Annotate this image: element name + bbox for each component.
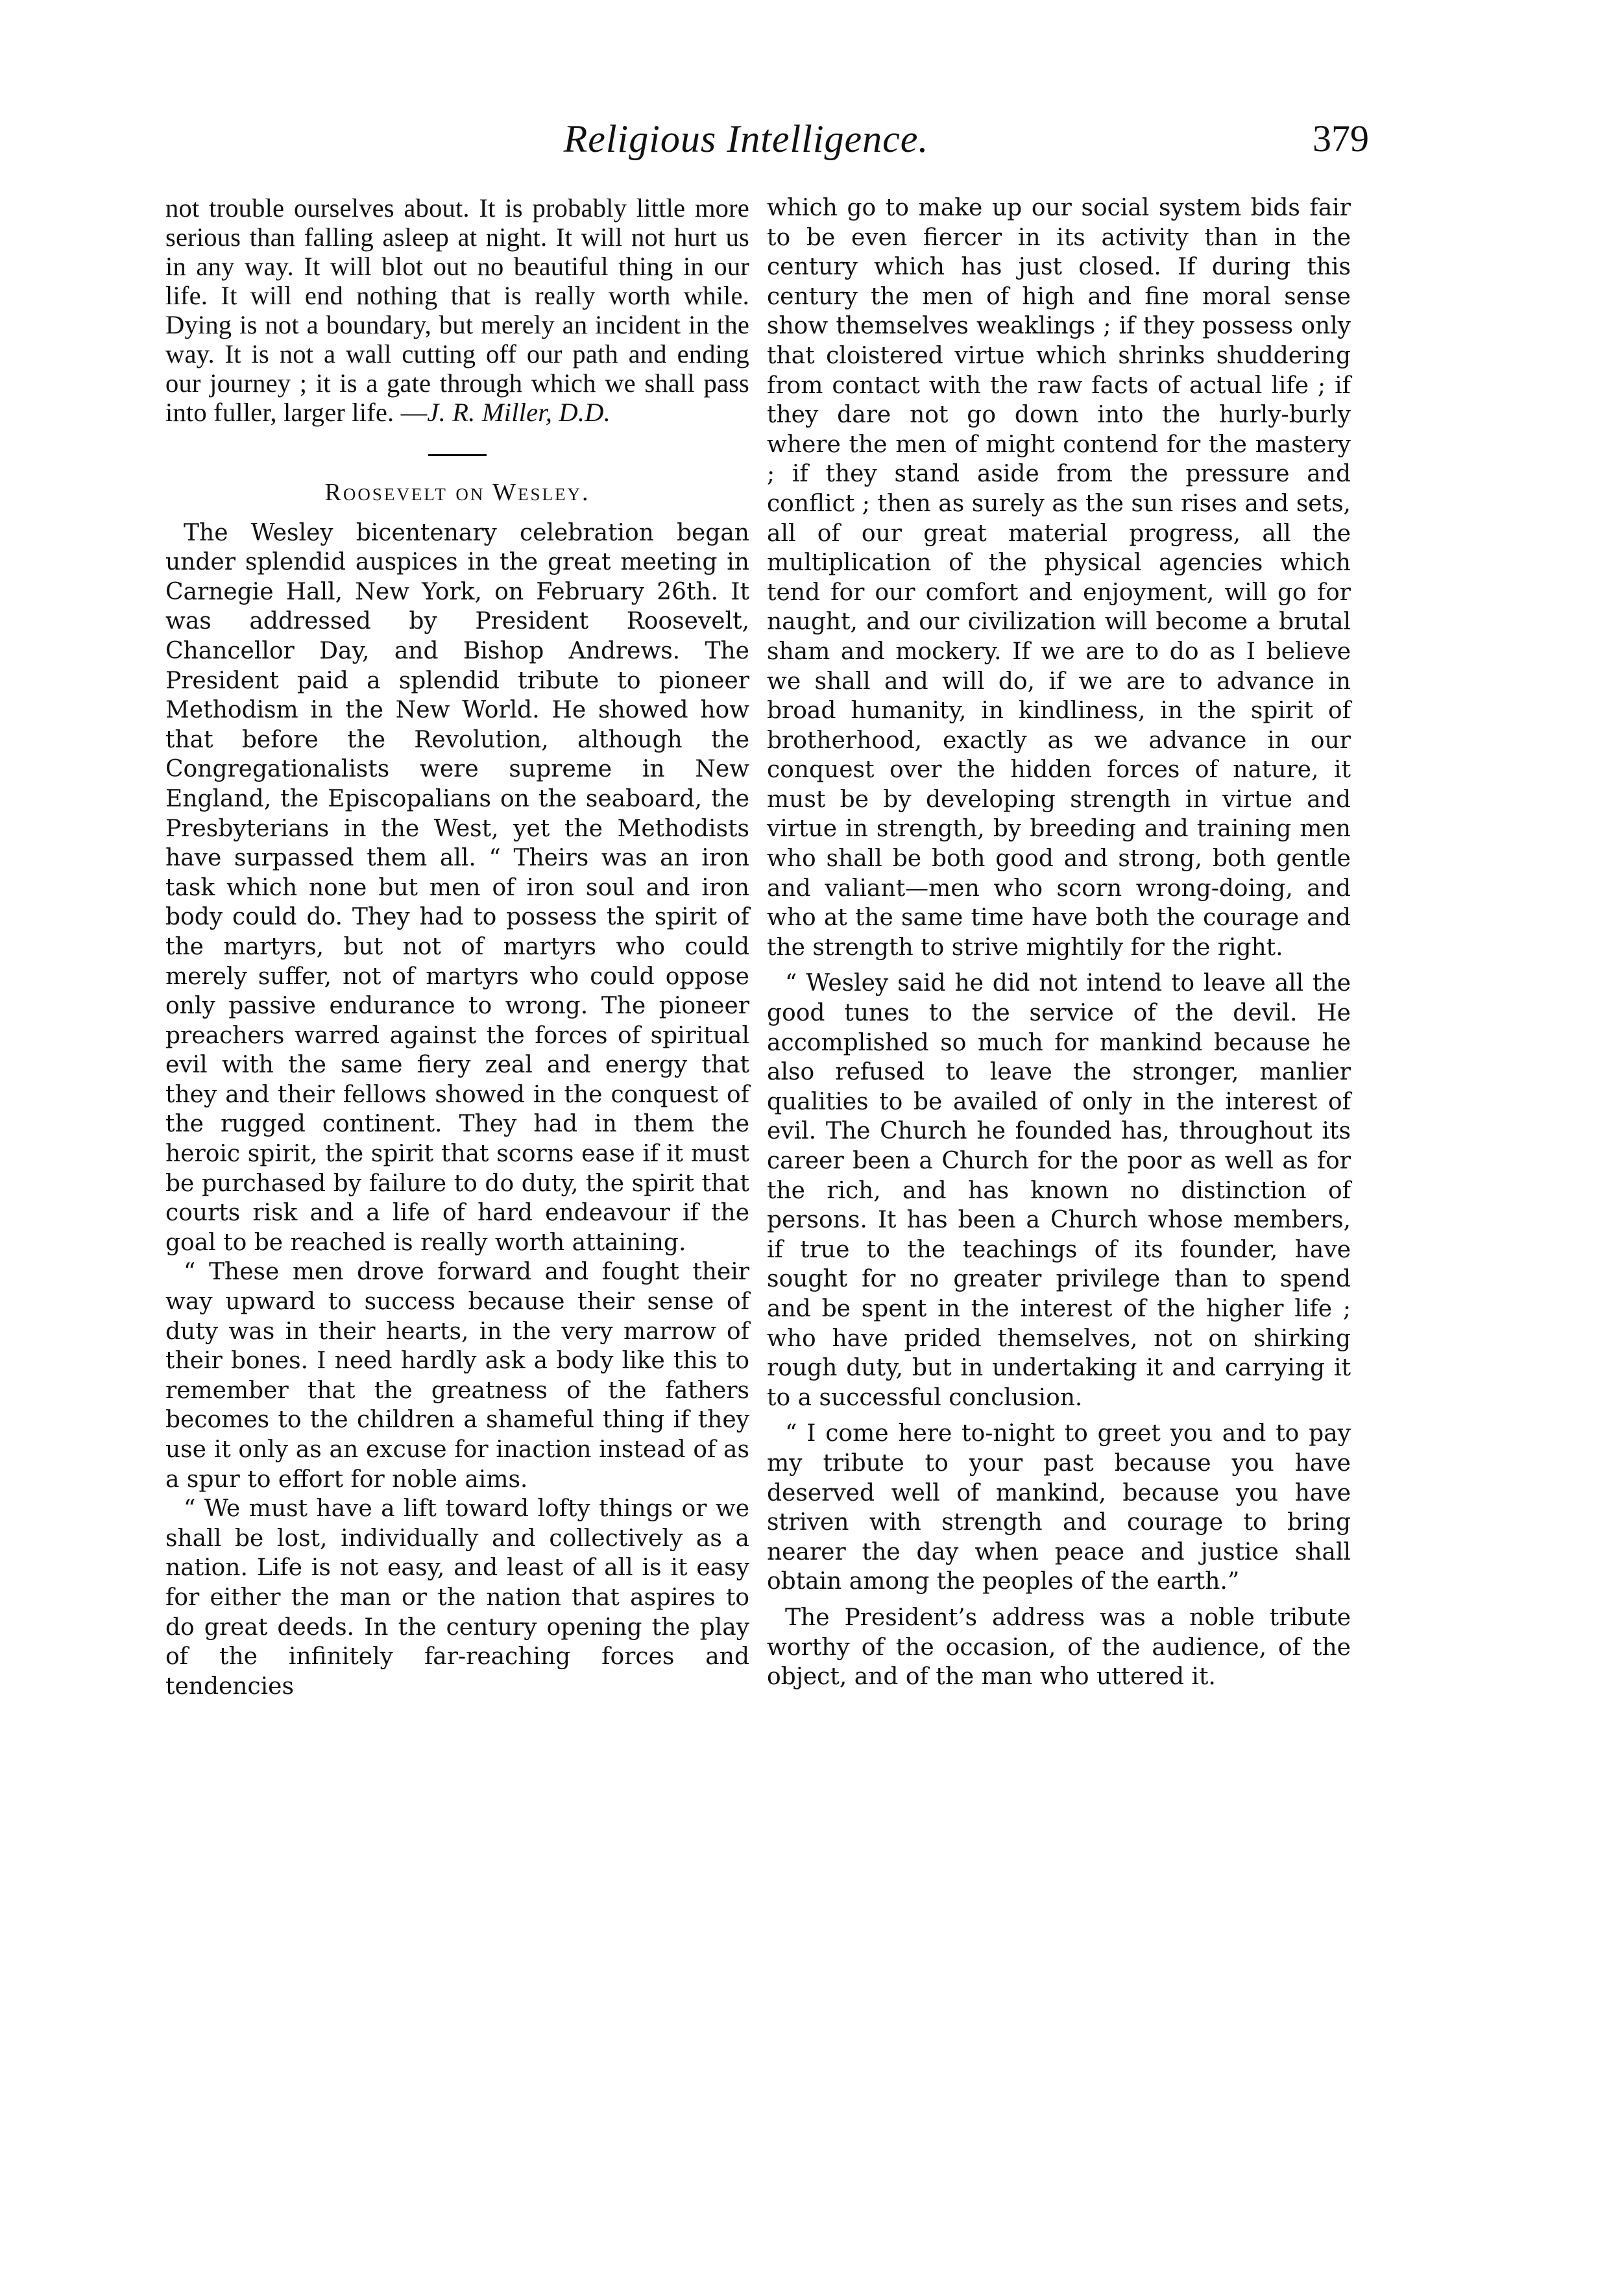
- section-divider: [428, 454, 487, 456]
- section-heading: Roosevelt on Wesley.: [324, 479, 590, 506]
- body-paragraph: which go to make up our social system bids fair to be even fiercer in its activity than in the century which has just closed. If during this century the men of high and fine moral sense show themselves weaklings ; if they possess only that cloistered virtue which shrinks shuddering from contact with the raw facts of actual life ; if they dare not go down into the hurly-burly where the men of might contend for the mastery ; if they stand aside from the pressure and conflict ; then as surely as the sun rises and sets, all of our great material progress, all the multiplication of the physical agencies which tend for our comfort and enjoyment, will go for naught, and our civilization will become a brutal sham and mockery. If we are to do as I believe we shall and will do, if we are to advance in broad humanity, in kindliness, in the spirit of brotherhood, exactly as we advance in our conquest over the hidden forces of nature, it must be by developing strength in virtue and virtue in strength, by breeding and training men who shall be both good and strong, both gentle and valiant—men who scorn wrong-doing, and who at the same time have both the courage and the strength to strive mightily for the right.: [767, 195, 1351, 961]
- body-paragraph: The Wesley bicentenary celebration began under splendid auspices in the great meeting in Carnegie Hall, New York, on February 26th. It was addressed by President Roosevelt, Chancellor Day, and Bishop Andrews. The President paid a splendid tribute to pioneer Methodism in the New World. He showed how that before the Revolution, although the Congregationalists were supreme in New England, the Episcopalians on the seaboard, the Presbyterians in the West, yet the Methodists have surpassed them all. “ Theirs was an iron task which none but men of iron soul and iron body could do. They had to possess the spirit of the martyrs, but not of martyrs who could merely suffer, not of martyrs who could oppose only passive endurance to wrong. The pioneer preachers warred against the forces of spiritual evil with the same fiery zeal and energy that they and their fellows showed in the conquest of the rugged continent. They had in them the heroic spirit, the spirit that scorns ease if it must be purchased by failure to do duty, the spirit that courts risk and a life of hard endeavour if the goal to be reached is really worth attaining.: [165, 519, 749, 1256]
- body-paragraph: The President’s address was a noble tribute worthy of the occasion, of the audience, of the object, and of the man who uttered it.: [767, 1604, 1351, 1691]
- running-head: Religious Intelligence.: [563, 117, 929, 160]
- body-paragraph: “ We must have a lift toward lofty things or we shall be lost, individually and collectively as a nation. Life is not easy, and least of all is it easy for either the man or the nation that aspires to do great deeds. In the century opening the play of the infinitely far-reaching forces and tendencies: [165, 1495, 749, 1700]
- right-column: [767, 193, 1351, 1692]
- body-paragraph: “ These men drove forward and fought their way upward to success because their sense of duty was in their hearts, in the very marrow of their bones. I need hardly ask a body like this to remember that the greatness of the fathers becomes to the children a shameful thing if they use it only as an excuse for inaction instead of as a spur to effort for noble aims.: [165, 1259, 749, 1493]
- lead-attribution: J. R. Miller, D.D.: [427, 398, 611, 427]
- body-paragraph: “ I come here to-night to greet you and to pay my tribute to your past because you have deserved well of mankind, because you have striven with strength and courage to bring nearer the day when peace and justice shall obtain among the peoples of the earth.”: [767, 1420, 1351, 1595]
- page-number: 379: [1313, 117, 1369, 160]
- left-column: [165, 193, 749, 1701]
- lead-paragraph-text: not trouble ourselves about. It is probably little more serious than falling asleep at night. It will not hurt us in any way. It will blot out no beautiful thing in our life. It will end nothing that is really worth while. Dying is not a boundary, but merely an incident in the way. It is not a wall cutting off our path and ending our journey ; it is a gate through which we shall pass into fuller, larger life. —: [165, 193, 749, 427]
- body-paragraph: “ Wesley said he did not intend to leave all the good tunes to the service of the devil. He accomplished so much for mankind because he also refused to leave the stronger, manlier qualities to be availed of only in the interest of evil. The Church he founded has, throughout its career been a Church for the poor as well as for the rich, and has known no distinction of persons. It has been a Church whose members, if true to the teachings of its founder, have sought for no greater privilege than to spend and be spent in the interest of the higher life ; who have prided themselves, not on shirking rough duty, but in undertaking it and carrying it to a successful conclusion.: [767, 970, 1351, 1411]
- lead-paragraph: [165, 193, 749, 427]
